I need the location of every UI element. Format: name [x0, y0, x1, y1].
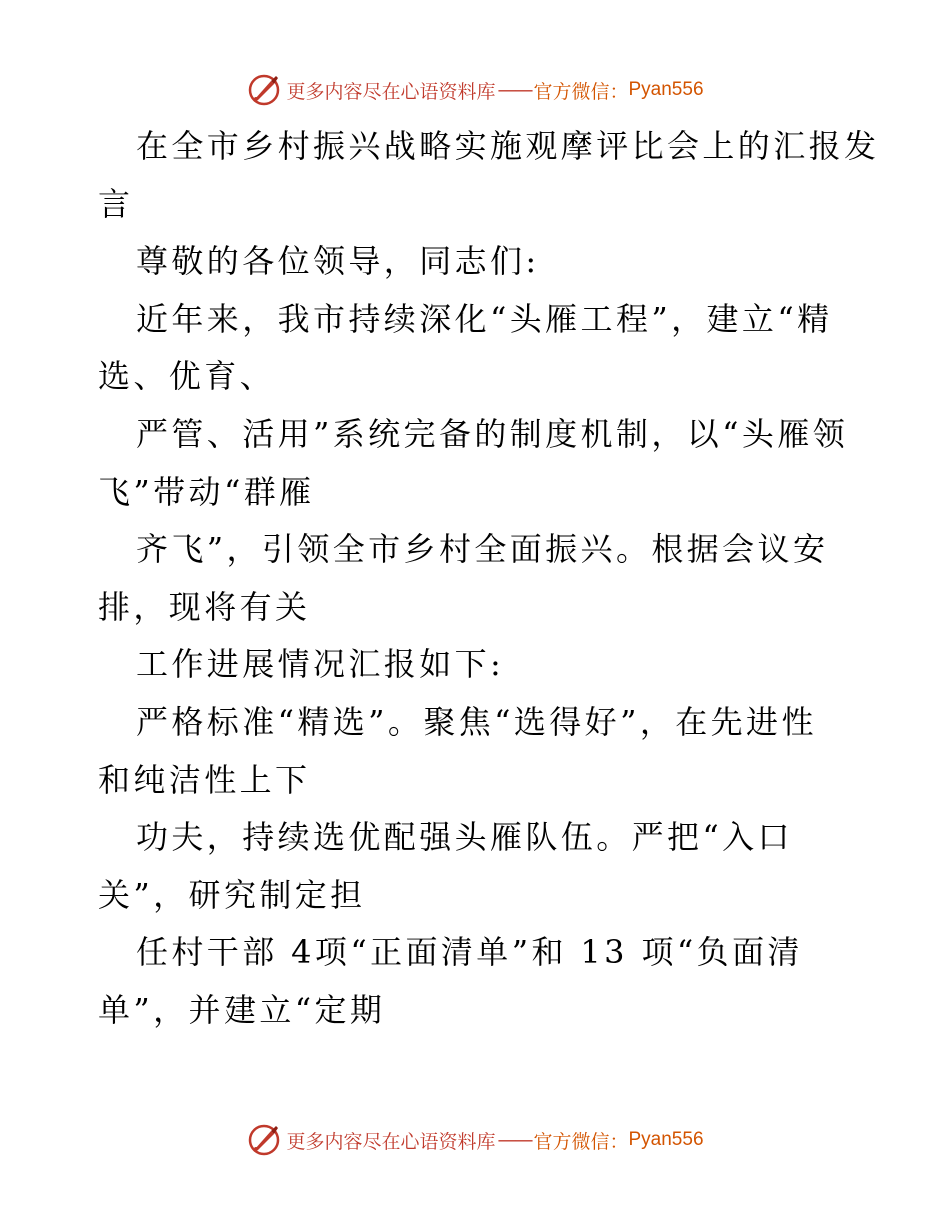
paragraph-line: 飞”带动“群雁 — [98, 472, 315, 511]
paragraph-line: 和纯洁性上下 — [98, 760, 311, 799]
banner-wechat-id: Pyan556 — [628, 79, 704, 100]
paragraph-line: 严格标准“精选”。聚焦“选得好”，在先进性 — [136, 702, 817, 741]
banner-text: 更多内容尽在心语资料库 — [286, 80, 496, 103]
paragraph-line: 单”，并建立“定期 — [98, 990, 386, 1029]
banner-text: 更多内容尽在心语资料库 — [286, 1130, 496, 1153]
paragraph-line: 任村干部 4项“正面清单”和 13 项“负面清 — [136, 933, 803, 972]
paragraph-line: 功夫，持续选优配强头雁队伍。严把“入口 — [136, 818, 793, 857]
paragraph-line: 排，现将有关 — [98, 587, 311, 626]
paragraph-line: 关”，研究制定担 — [98, 875, 366, 914]
header-banner — [0, 70, 950, 110]
paragraph-line: 工作进展情况汇报如下: — [136, 645, 505, 684]
salutation: 尊敬的各位领导，同志们: — [136, 242, 540, 281]
quill-logo-icon — [246, 72, 282, 108]
banner-dash: —— — [497, 1129, 532, 1151]
title-line-1: 在全市乡村振兴战略实施观摩评比会上的汇报发 — [136, 127, 880, 165]
document-body — [98, 118, 880, 1040]
quill-logo-icon — [246, 1122, 282, 1158]
footer-banner — [0, 1120, 950, 1160]
paragraph-line: 严管、活用”系统完备的制度机制，以“头雁领 — [136, 414, 849, 453]
banner-wechat-label: 官方微信： — [533, 1130, 629, 1153]
paragraph-line: 选、优育、 — [98, 357, 276, 396]
title-line-2: 言 — [98, 184, 134, 223]
paragraph-line: 近年来，我市持续深化“头雁工程”，建立“精 — [136, 299, 833, 338]
paragraph-line: 齐飞”，引领全市乡村全面振兴。根据会议安 — [136, 530, 829, 569]
banner-dash: —— — [497, 79, 532, 101]
banner-wechat-id: Pyan556 — [628, 1129, 704, 1150]
banner-wechat-label: 官方微信： — [533, 80, 629, 103]
